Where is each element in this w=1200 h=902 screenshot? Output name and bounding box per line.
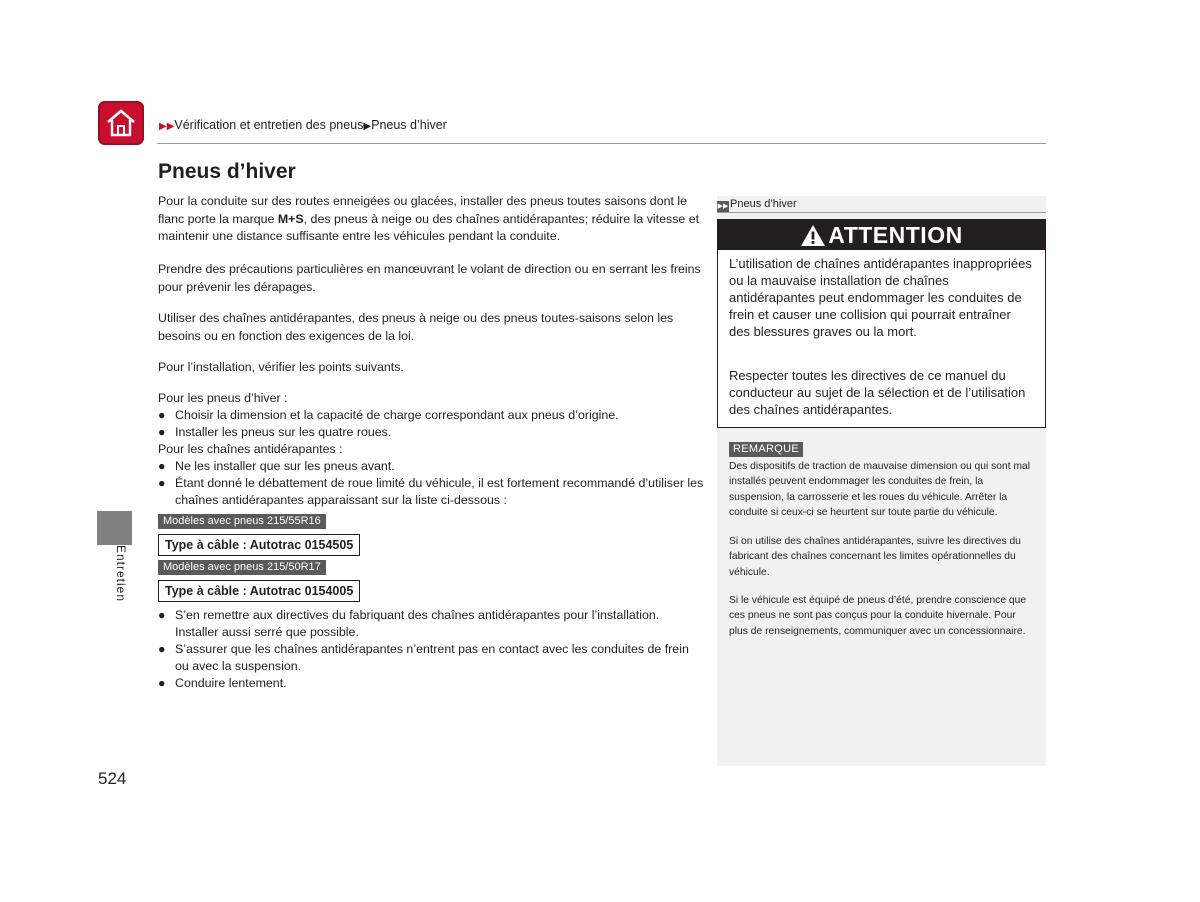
- bullet: ●: [158, 459, 166, 473]
- remark-note: Si on utilise des chaînes antidérapantes, suivre les directives du fabricant des chaînes concernant les limites opérationnelles du véhicule.: [729, 536, 1021, 578]
- requirements-paragraph: Utiliser des chaînes antidérapantes, des pneus à neige ou des pneus toutes-saisons selon les besoins ou en fonction des exigences de la loi.: [158, 311, 674, 343]
- ms-mark: M+S: [277, 211, 304, 226]
- remark-label: REMARQUE: [729, 442, 803, 457]
- list-item-text: Ne les installer que sur les pneus avant.: [175, 459, 395, 473]
- intro-paragraph: [158, 193, 703, 246]
- breadcrumb: [159, 117, 447, 135]
- attention-text: L’utilisation de chaînes antidérapantes inappropriées ou la mauvaise installation de chaînes antidérapantes peut endommager les conduites de frein et causer une collision qui pourrait entraîner des blessures graves ou la mort.: [729, 256, 1032, 339]
- header-divider: [157, 143, 1046, 144]
- list-item-text: Conduire lentement.: [175, 676, 287, 690]
- sidebar-reference: [717, 196, 797, 212]
- installation-paragraph: Pour l’installation, vérifier les points suivants.: [158, 360, 404, 374]
- bullet: ●: [158, 642, 166, 656]
- attention-box: [717, 219, 1046, 428]
- intro-text-end: , des pneus à neige ou des chaînes antidérapantes; réduire la vitesse et maintenir une distance suffisante entre les véhicules pendant la conduite.: [158, 211, 700, 243]
- home-button[interactable]: [98, 101, 144, 145]
- breadcrumb-arrow-icon: ▶: [363, 121, 372, 132]
- breadcrumb-arrow-icon: ▶▶: [159, 121, 175, 132]
- list-item: [158, 641, 703, 675]
- attention-text: Respecter toutes les directives de ce manuel du conducteur au sujet de la sélection et de l’utilisation des chaînes antidérapantes.: [729, 368, 1026, 417]
- attention-title: ATTENTION: [828, 222, 963, 248]
- final-checklist: [158, 607, 703, 692]
- list-item: [158, 407, 703, 424]
- bullet: ●: [158, 408, 166, 422]
- list-item: [158, 424, 703, 441]
- home-icon: [105, 107, 137, 139]
- installation-checklist: [158, 390, 703, 509]
- caution-paragraph: Prendre des précautions particulières en manœuvrant le volant de direction ou en serrant les freins pour prévenir les dérapages.: [158, 262, 701, 294]
- section-tab[interactable]: [97, 511, 132, 545]
- warning-triangle-icon: [800, 224, 826, 247]
- attention-header: [718, 220, 1045, 250]
- bullet: ●: [158, 676, 166, 690]
- list-item: [158, 458, 703, 475]
- remark-note: Des dispositifs de traction de mauvaise dimension ou qui sont mal installés peuvent endommager les conduites de frein, la suspension, la carrosserie et les roues du véhicule. Arrêter la conduite si ceux-ci se heurtent sur toute partie du véhicule.: [729, 461, 1031, 518]
- chain-type-box: Type à câble : Autotrac 0154505: [158, 534, 360, 556]
- list-item: [158, 475, 705, 509]
- model-label: Modèles avec pneus 215/55R16: [158, 514, 326, 529]
- page-title: Pneus d’hiver: [158, 160, 296, 183]
- chains-heading: Pour les chaînes antidérapantes :: [158, 442, 343, 456]
- list-item-text: Choisir la dimension et la capacité de charge correspondant aux pneus d’origine.: [175, 408, 619, 422]
- bullet: ●: [158, 608, 166, 622]
- winter-heading: Pour les pneus d’hiver :: [158, 391, 288, 405]
- sidebar-reference-text: Pneus d’hiver: [730, 198, 797, 210]
- list-item: [158, 675, 703, 692]
- breadcrumb-item[interactable]: Pneus d’hiver: [371, 118, 447, 132]
- list-item-text: S’assurer que les chaînes antidérapantes n’entrent pas en contact avec les conduites de frein ou avec la suspension.: [175, 642, 689, 673]
- bullet: ●: [158, 425, 166, 439]
- breadcrumb-item[interactable]: Vérification et entretien des pneus: [174, 118, 364, 132]
- list-item-text: Étant donné le débattement de roue limité du véhicule, il est fortement recommandé d’utiliser les chaînes antidérapantes apparaissant sur la liste ci-dessous :: [175, 476, 704, 507]
- section-tab-label: Entretien: [114, 545, 128, 603]
- list-item-text: Installer les pneus sur les quatre roues.: [175, 425, 392, 439]
- list-item: [158, 607, 703, 641]
- reference-icon: ▶▶: [717, 203, 729, 210]
- bullet: ●: [158, 476, 166, 490]
- page-number: 524: [98, 769, 127, 788]
- intro-text: Pour la conduite sur des routes enneigées ou glacées, installer des pneus toutes saisons dont le flanc porte la marque: [158, 194, 688, 226]
- chain-type-box: Type à câble : Autotrac 0154005: [158, 580, 360, 602]
- remark-note: Si le véhicule est équipé de pneus d’été, prendre conscience que ces pneus ne sont pas conçus pour la conduite hivernale. Pour plus de renseignements, communiquer avec un concessionnaire.: [729, 595, 1027, 637]
- sidebar-divider: [717, 212, 1046, 213]
- model-label: Modèles avec pneus 215/50R17: [158, 560, 326, 575]
- list-item-text: S’en remettre aux directives du fabriquant des chaînes antidérapantes pour l’installation. Installer aussi serré que possible.: [175, 608, 660, 639]
